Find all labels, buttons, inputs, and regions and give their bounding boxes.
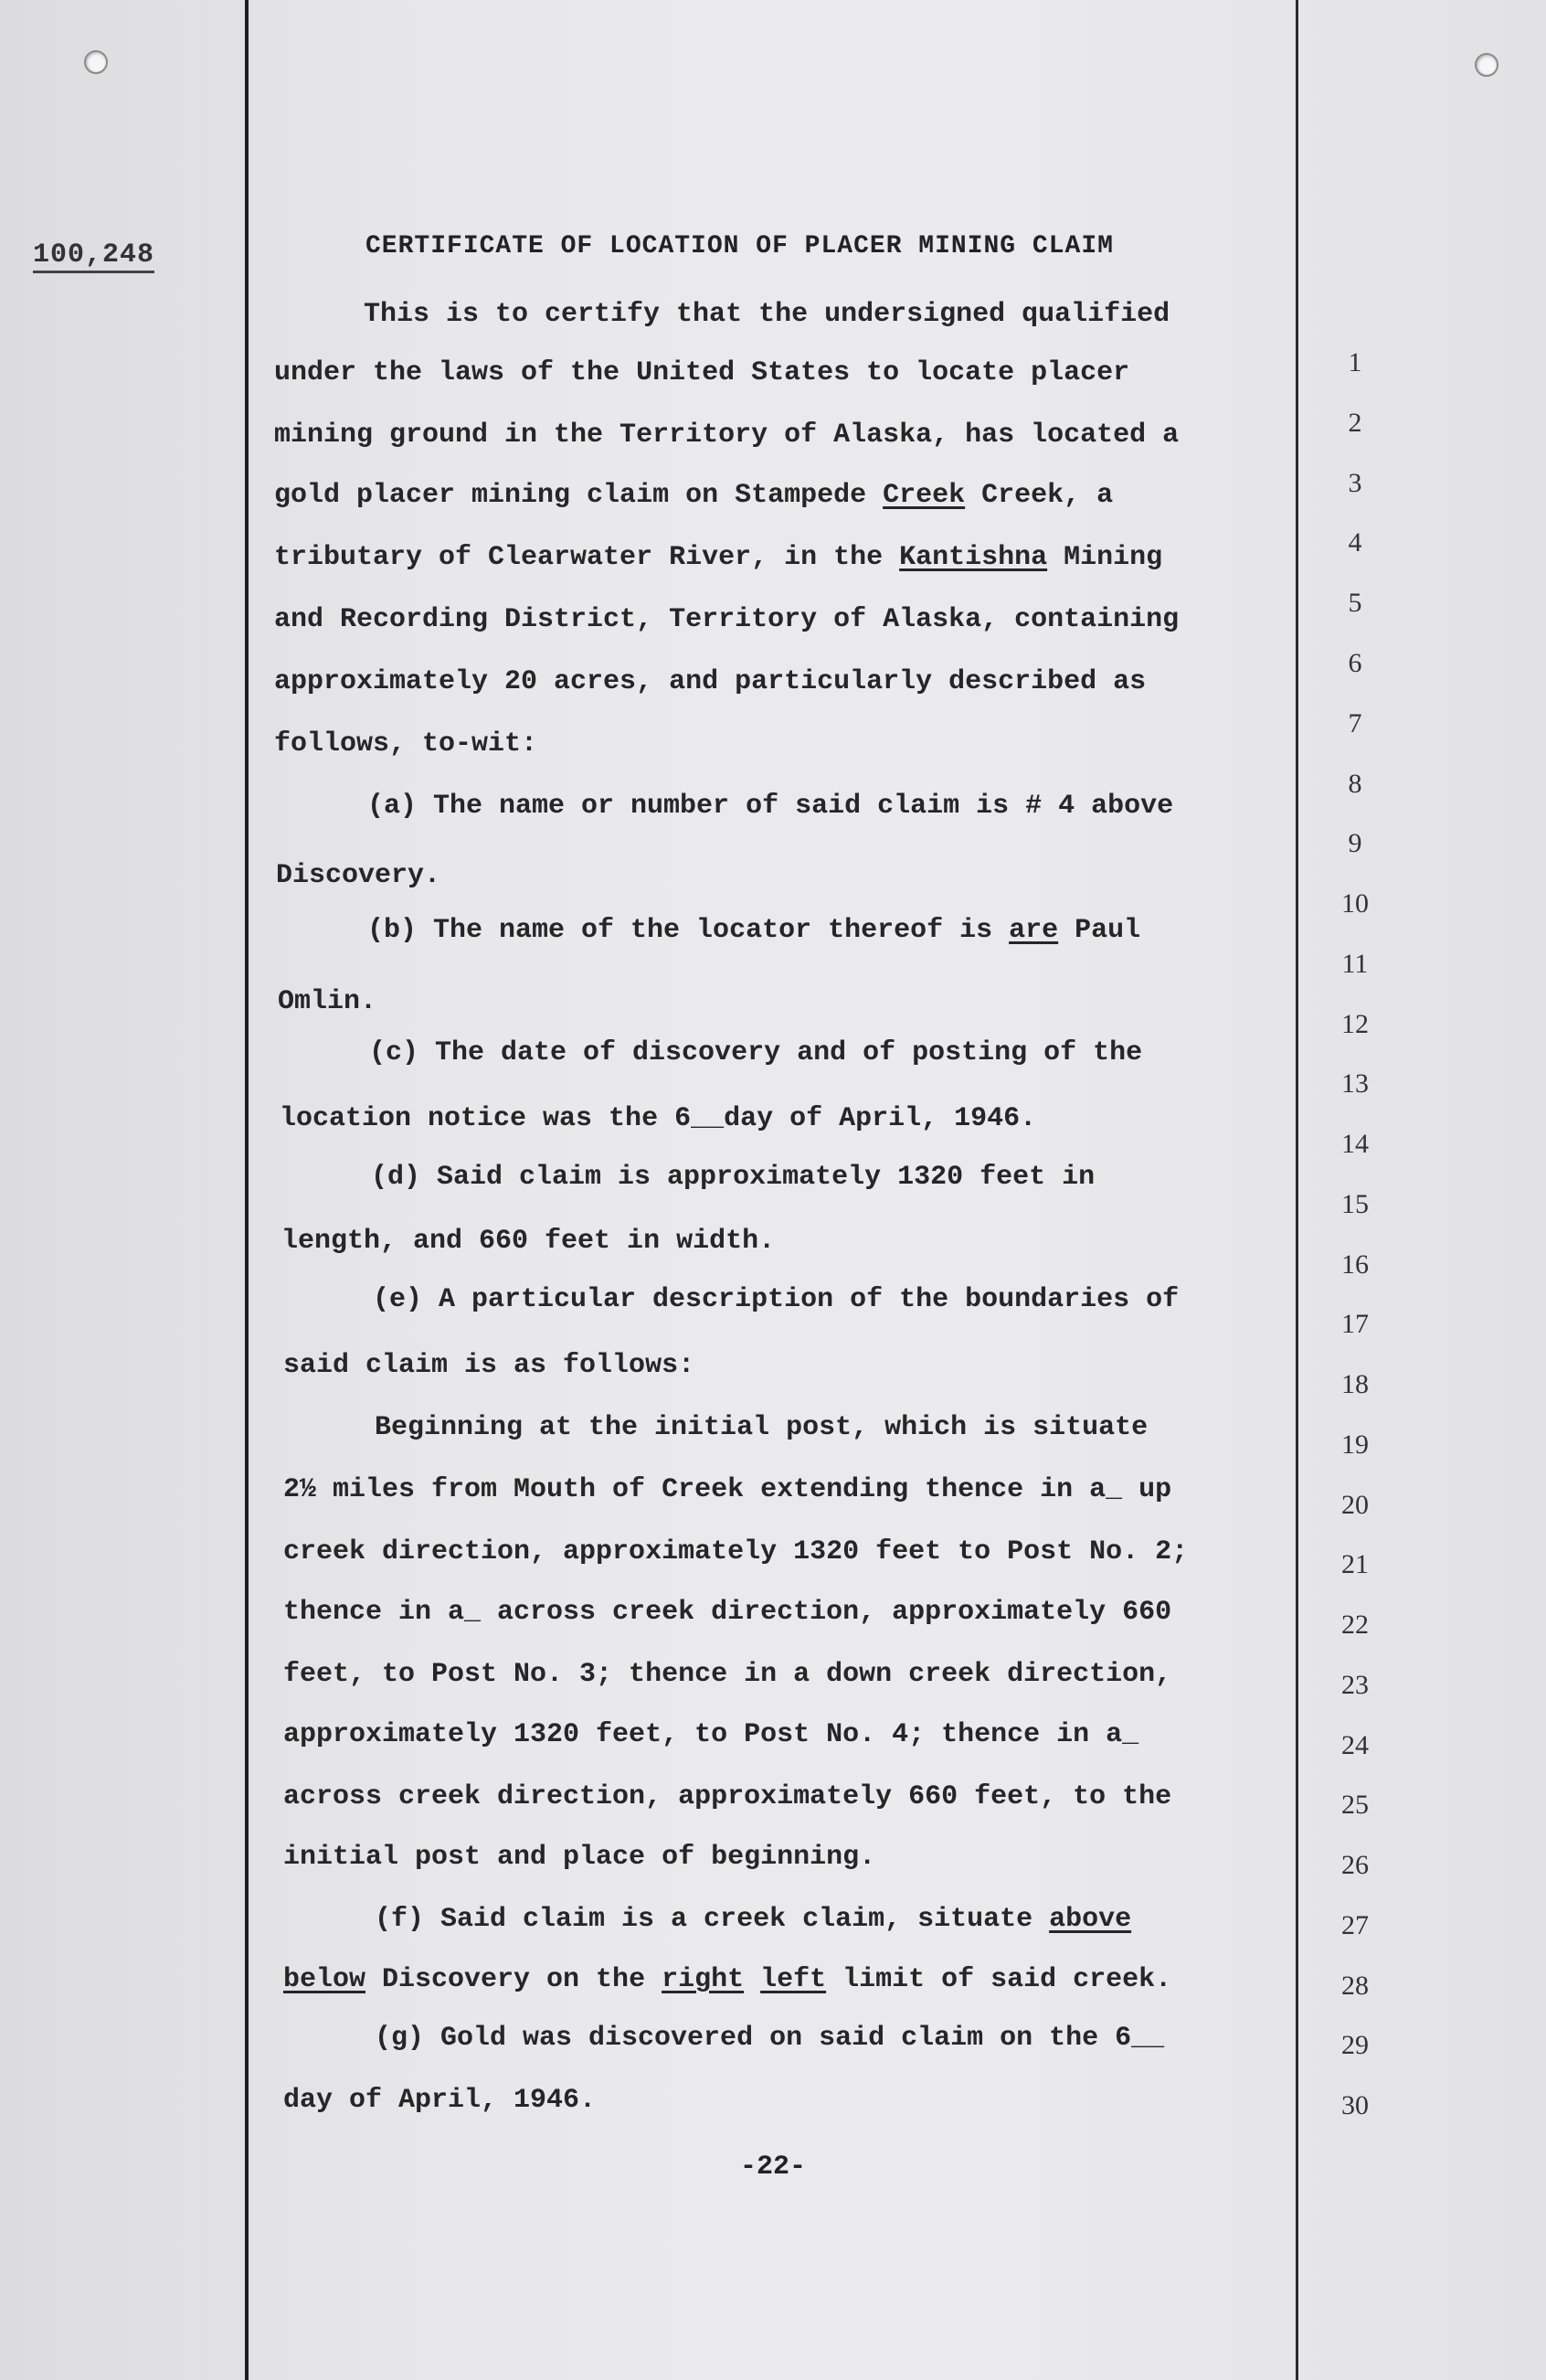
body-line-23: feet, to Post No. 3; thence in a down creek direction,	[283, 1659, 1172, 1690]
body-line-9: (a) The name or number of said claim is # 4 above	[367, 791, 1174, 822]
line-number: 8	[1348, 769, 1362, 799]
body-line-3: mining ground in the Territory of Alaska, has located a	[274, 420, 1180, 451]
body-line-29: (g) Gold was discovered on said claim on the 6__	[375, 2023, 1165, 2054]
line-number: 6	[1348, 648, 1362, 678]
line-number: 20	[1341, 1490, 1369, 1520]
body-text: limit of said creek.	[826, 1964, 1172, 1995]
body-line-27	[375, 1903, 1131, 1936]
document-number: 100,248	[33, 239, 154, 273]
line-number: 1	[1348, 347, 1362, 377]
body-line-25: across creek direction, approximately 660 feet, to the	[283, 1781, 1172, 1812]
line-number: 12	[1341, 1009, 1369, 1039]
line-number: 18	[1341, 1369, 1369, 1399]
right-margin-rule	[1296, 0, 1298, 2380]
body-line-4	[274, 479, 1113, 512]
line-number: 17	[1341, 1309, 1369, 1339]
underlined-word: below	[283, 1964, 366, 1995]
underlined-word: left	[760, 1964, 827, 1995]
punch-hole-right	[1475, 53, 1498, 77]
line-number: 14	[1341, 1129, 1369, 1159]
line-number: 30	[1341, 2090, 1369, 2120]
body-text: Creek, a	[965, 480, 1114, 511]
body-text: tributary of Clearwater River, in the	[274, 542, 900, 573]
body-text: (f) Said claim is a creek claim, situate	[375, 1904, 1050, 1935]
line-number: 4	[1348, 527, 1362, 558]
body-line-2: under the laws of the United States to locate placer	[274, 357, 1130, 388]
left-margin-rule	[245, 0, 249, 2380]
body-line-10: Discovery.	[276, 860, 441, 891]
body-line-15: (d) Said claim is approximately 1320 feet in	[371, 1162, 1096, 1193]
underlined-word: Kantishna	[899, 542, 1048, 573]
underlined-word: right	[662, 1964, 745, 1995]
line-number: 13	[1341, 1068, 1369, 1099]
body-text: Paul	[1058, 915, 1141, 946]
body-line-8: follows, to-wit:	[274, 728, 538, 760]
body-line-16: length, and 660 feet in width.	[281, 1226, 776, 1257]
body-text: gold placer mining claim on Stampede	[274, 480, 884, 511]
line-number: 28	[1341, 1971, 1369, 2001]
line-number: 29	[1341, 2030, 1369, 2060]
line-number: 24	[1341, 1730, 1369, 1760]
underlined-word: above	[1049, 1904, 1132, 1935]
body-line-19: Beginning at the initial post, which is situate	[375, 1412, 1149, 1443]
body-line-14: location notice was the 6__day of April, 1946.	[280, 1103, 1037, 1134]
body-line-24: approximately 1320 feet, to Post No. 4; thence in a_	[283, 1719, 1139, 1750]
line-number: 10	[1341, 888, 1369, 919]
body-line-20: 2½ miles from Mouth of Creek extending thence in a_ up	[283, 1474, 1172, 1505]
line-number: 11	[1341, 949, 1369, 979]
underlined-word: are	[1009, 915, 1059, 946]
line-number: 15	[1341, 1189, 1369, 1219]
punch-hole-left	[84, 50, 108, 74]
line-number: 22	[1341, 1610, 1369, 1640]
line-number: 26	[1341, 1850, 1369, 1880]
body-line-21: creek direction, approximately 1320 feet to Post No. 2;	[283, 1536, 1189, 1567]
body-line-1: This is to certify that the undersigned qualified	[364, 299, 1170, 330]
underlined-word: Creek	[883, 480, 966, 511]
body-text: (b) The name of the locator thereof is	[367, 915, 1010, 946]
body-line-6: and Recording District, Territory of Alaska, containing	[274, 604, 1180, 635]
line-number: 27	[1341, 1910, 1369, 1940]
line-number: 7	[1348, 708, 1362, 738]
line-number: 3	[1348, 468, 1362, 498]
line-number: 21	[1341, 1549, 1369, 1579]
body-line-5	[274, 541, 1162, 574]
document-title: CERTIFICATE OF LOCATION OF PLACER MINING CLAIM	[365, 232, 1114, 260]
line-number: 2	[1348, 408, 1362, 438]
body-line-22: thence in a_ across creek direction, approximately 660	[283, 1597, 1172, 1628]
body-text	[744, 1964, 760, 1995]
line-number: 9	[1348, 828, 1362, 858]
line-number: 23	[1341, 1670, 1369, 1700]
body-line-26: initial post and place of beginning.	[283, 1842, 876, 1873]
body-line-28	[283, 1963, 1171, 1996]
body-line-13: (c) The date of discovery and of posting of the	[369, 1037, 1143, 1068]
body-text: Mining	[1047, 542, 1163, 573]
line-number: 25	[1341, 1790, 1369, 1820]
body-line-7: approximately 20 acres, and particularly described as	[274, 666, 1147, 697]
page-number: -22-	[740, 2152, 807, 2183]
line-number: 16	[1341, 1249, 1369, 1280]
body-line-17: (e) A particular description of the boundaries of	[373, 1284, 1180, 1315]
body-line-30: day of April, 1946.	[283, 2085, 597, 2116]
body-line-18: said claim is as follows:	[283, 1350, 695, 1381]
line-number: 5	[1348, 588, 1362, 618]
line-number: 19	[1341, 1429, 1369, 1460]
body-line-11	[367, 914, 1140, 947]
body-text: Discovery on the	[365, 1964, 662, 1995]
body-line-12: Omlin.	[278, 986, 377, 1017]
